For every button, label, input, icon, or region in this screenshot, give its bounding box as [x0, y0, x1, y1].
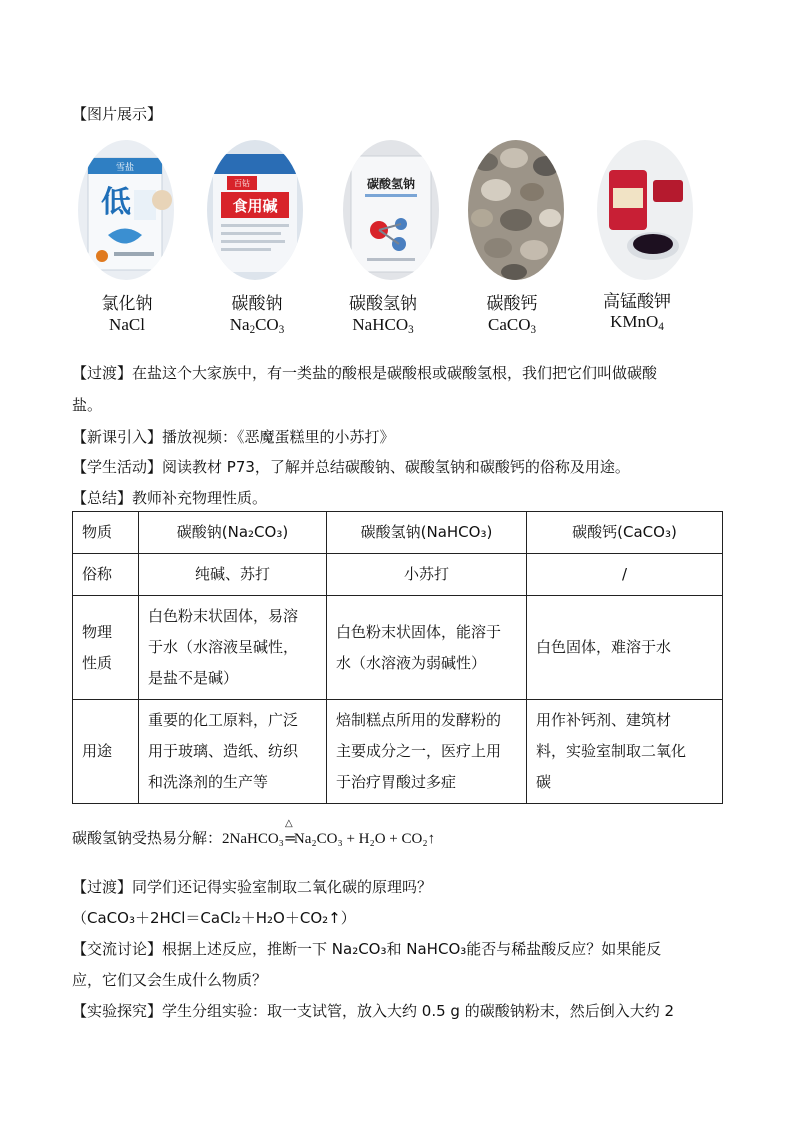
- row-label-physical-properties: 物理 性质: [73, 596, 139, 700]
- caption-name-nacl: 氯化钠: [101, 294, 153, 314]
- permanganate-bottle-illustration: [597, 140, 693, 280]
- photo-potassium-permanganate: [597, 140, 693, 280]
- caption-formula-nacl: NaCl: [109, 315, 145, 334]
- cell-use-nahco3: 焙制糕点所用的发酵粉的 主要成分之一，医疗上用 于治疗胃酸过多症: [327, 700, 527, 804]
- transition-paragraph-2: 【过渡】同学们还记得实验室制取二氧化碳的原理吗？: [72, 878, 433, 896]
- salt-brand-text: 雪盐: [115, 163, 135, 173]
- rocks-illustration: [468, 140, 564, 280]
- table-row: [73, 700, 723, 804]
- transition-paragraph-1-cont: 盐。: [72, 396, 103, 414]
- table-row: [73, 512, 723, 554]
- caption-formula-nahco3: NaHCO$_3$: [352, 315, 414, 336]
- photo-sodium-bicarbonate: [343, 140, 439, 280]
- cell-phys-na2co3: 白色粉末状固体，易溶 于水（水溶液呈碱性， 是盐不是碱）: [139, 596, 327, 700]
- row-label-common-name: 俗称: [73, 554, 139, 596]
- transition-paragraph-1: 【过渡】在盐这个大家族中，有一类盐的酸根是碳酸根或碳酸氢根，我们把它们叫做碳酸: [72, 364, 658, 382]
- discussion-paragraph: 【交流讨论】根据上述反应，推断一下 Na₂CO₃和 NaHCO₃能否与稀盐酸反应？如果能反: [72, 940, 662, 958]
- cell-use-caco3: 用作补钙剂、建筑材 料，实验室制取二氧化 碳: [527, 700, 723, 804]
- caption-name-nahco3: 碳酸氢钠: [349, 294, 417, 314]
- discussion-paragraph-cont: 应，它们又会生成什么物质？: [72, 971, 268, 989]
- table-row: [73, 554, 723, 596]
- bicarbonate-package-text: 碳酸氢钠: [366, 177, 416, 191]
- caption-formula-caco3: CaCO$_3$: [487, 315, 537, 336]
- cell-phys-nahco3: 白色粉末状固体，能溶于 水（水溶液为弱碱性）: [327, 596, 527, 700]
- header-sodium-carbonate: 碳酸钠(Na₂CO₃): [139, 512, 327, 554]
- soda-bag-illustration: [207, 140, 303, 280]
- cell-common-nahco3: 小苏打: [327, 554, 527, 596]
- photo-calcium-carbonate: [468, 140, 564, 280]
- section-heading-images: 【图片展示】: [72, 105, 163, 123]
- summary-line: 【总结】教师补充物理性质。: [72, 489, 268, 507]
- soda-package-text: 食用碱: [232, 197, 278, 215]
- cell-common-caco3: /: [527, 554, 723, 596]
- caption-name-kmno4: 高锰酸钾: [603, 292, 671, 312]
- header-calcium-carbonate: 碳酸钙(CaCO₃): [527, 512, 723, 554]
- caption-formula-na2co3: $Na_2CO_3$: [229, 315, 285, 336]
- svg-text:低: 低: [101, 185, 131, 220]
- new-lesson-intro: 【新课引入】播放视频：《恶魔蛋糕里的小苏打》: [72, 428, 395, 446]
- photo-sodium-carbonate: [207, 140, 303, 280]
- caption-name-na2co3: 碳酸钠: [231, 294, 283, 314]
- header-sodium-bicarbonate: 碳酸氢钠(NaHCO₃): [327, 512, 527, 554]
- caption-name-caco3: 碳酸钙: [486, 294, 538, 314]
- bicarbonate-bag-illustration: [343, 140, 439, 280]
- salt-bag-illustration: [78, 140, 174, 280]
- row-label-uses: 用途: [73, 700, 139, 804]
- table-row: [73, 596, 723, 700]
- photo-sodium-chloride: [78, 140, 174, 280]
- student-activity: 【学生活动】阅读教材 P73，了解并总结碳酸钠、碳酸氢钠和碳酸钙的俗称及用途。: [72, 458, 630, 476]
- carbonate-properties-table: [72, 511, 723, 804]
- lab-co2-equation: （CaCO₃＋2HCl＝CaCl₂＋H₂O＋CO₂↑）: [72, 909, 356, 927]
- cell-common-na2co3: 纯碱、苏打: [139, 554, 327, 596]
- caption-formula-kmno4: KMnO$_4$: [610, 312, 664, 333]
- cell-use-na2co3: 重要的化工原料，广泛 用于玻璃、造纸、纺织 和洗涤剂的生产等: [139, 700, 327, 804]
- header-substance: 物质: [73, 512, 139, 554]
- decomposition-equation: 碳酸氢钠受热易分解：2NaHCO₃ △ =Na₂CO₃ + H₂O + CO₂↑: [72, 818, 436, 847]
- cell-phys-caco3: 白色固体，难溶于水: [527, 596, 723, 700]
- soda-brand-text: 百钻: [234, 179, 250, 188]
- experiment-paragraph: 【实验探究】学生分组实验：取一支试管，放入大约 0.5 g 的碳酸钠粉末，然后倒入大约 2: [72, 1002, 675, 1020]
